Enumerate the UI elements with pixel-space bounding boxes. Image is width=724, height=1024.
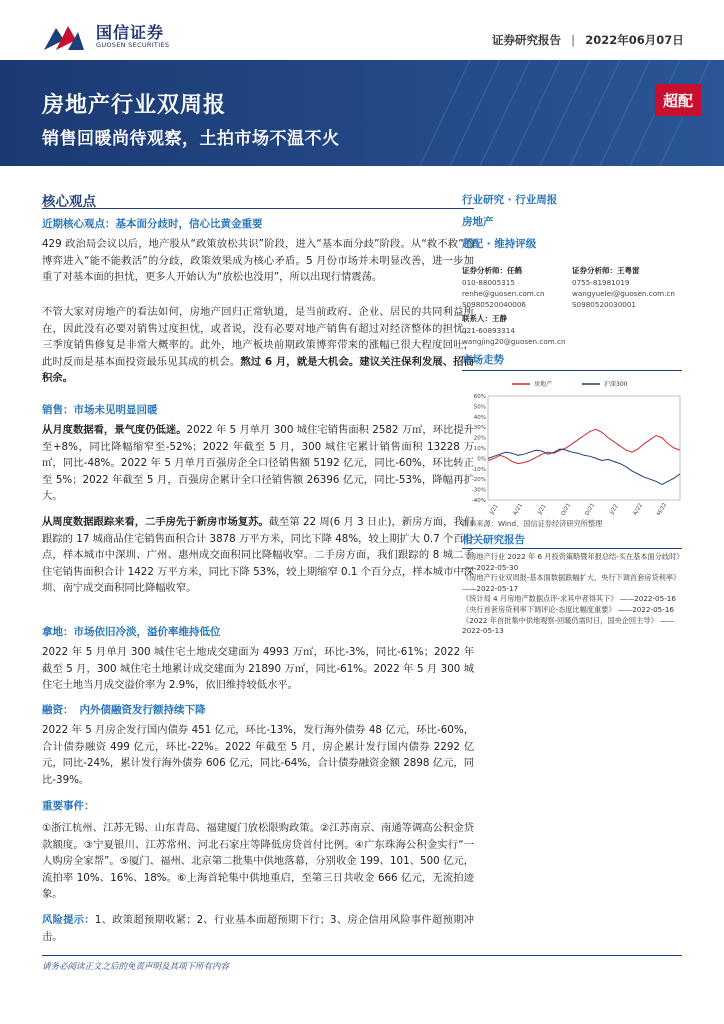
report-header	[492, 32, 684, 48]
x-tick-label: J/21	[489, 503, 500, 516]
y-tick-label: 0%	[477, 456, 486, 463]
x-tick-label: M/22	[656, 502, 669, 517]
paragraph-core-1: 429 政治局会议以后，地产股从“政策放松共识”阶段，进入“基本面分歧”阶段。从“救不救”的博弈进入“能不能救活”的分歧，政策效果成为核心矛盾。5 月份市场并未明显改善，进一步加重了对基本面的担忧，更多人开始认为“放松也没用”，所以出现行情震荡。	[42, 238, 474, 284]
analyst-name: 王粤雷	[617, 266, 640, 275]
contact-card	[462, 306, 662, 347]
paragraph-sales-1	[42, 422, 474, 505]
related-item-date: ——2022-05-16	[617, 604, 674, 614]
y-tick-label: 50%	[473, 404, 486, 411]
guosen-logo-icon	[42, 22, 86, 52]
paragraph-land: 2022 年 5 月单月 300 城住宅土地成交建面为 4993 万㎡，环比-3%，同比-61%；2022 年截至 5 月，300 城住宅土地累计成交建面为 21890 万㎡，同比-61%。2022 年 5 月 300 城住宅土地当月成交溢价率为 2.9%，依旧维持较低水平。	[42, 646, 474, 692]
analyst-label: 证券分析师：	[462, 266, 507, 275]
analyst-phone: 010-88005315	[462, 278, 515, 287]
related-item-title: 《央行首套房贷利率下调评论-态度比幅度重要》	[462, 604, 616, 614]
paragraph-sales-2-text: 截至第 22 周(6 月 3 日止)，新房方面，我们跟踪的 17 城商品住宅销售面积合计 3878 万平方米，同比下降 48%，较上期扩大 0.7 个百分点，样本城市中深圳、广州、惠州成交面积同比降幅收窄。二手房方面，我们跟踪的 8 城二手住宅销售面积合计 1422 万平方米，同比下降 53%，较上期缩窄 0.1 个百分点，样本城市中深圳、南宁成交面积同比降幅收窄。	[42, 516, 475, 595]
y-tick-label: 60%	[473, 394, 486, 400]
core-title: 核心观点	[42, 194, 96, 210]
industry-name: 房地产	[462, 216, 494, 228]
y-tick-label: -30%	[471, 487, 486, 494]
related-research-title: 相关研究报告	[462, 534, 525, 546]
footer-disclaimer[interactable]: 请务必阅读正文之后的免责声明及其项下所有内容	[42, 962, 230, 972]
analyst-license: S0980520030001	[572, 300, 637, 309]
paragraph-sales-2-bold: 从周度数据跟踪来看，二手房先于新房市场复苏。	[42, 516, 269, 528]
related-item-title: 《房地产行业 2022 年 6 月投资策略暨年报总结-买在基本面分歧时》	[462, 552, 684, 561]
x-tick-label: J/22	[609, 503, 620, 516]
paragraph-sales-1-bold: 从月度数据看，景气度仍低迷。	[42, 424, 187, 436]
paragraph-sales-2	[42, 514, 474, 597]
paragraph-core-2	[42, 304, 474, 387]
related-item-date: ——2022-05-16	[619, 594, 676, 604]
related-item[interactable]	[462, 616, 694, 637]
analyst-label: 证券分析师：	[572, 266, 617, 275]
y-tick-label: -40%	[471, 498, 486, 504]
y-tick-label: 10%	[473, 446, 486, 452]
related-divider	[462, 548, 682, 549]
market-trend-title: 市场走势	[462, 354, 504, 366]
analyst-email[interactable]: wangyuelei@guosen.com.cn	[572, 289, 675, 298]
contact-name: 王静	[492, 314, 507, 323]
x-tick-label: O/21	[560, 502, 573, 517]
market-trend-chart	[462, 374, 686, 524]
x-tick-label: D/21	[584, 502, 597, 517]
paragraph-sales-1-text: 2022 年 5 月单月 300 城住宅销售面积 2582 万㎡，环比提升至+8%，同比降幅缩窄至-52%；2022 年截至 5 月，300 城住宅累计销售面积 13228 万㎡，同比-48%。2022 年 5 月单月百强房企全口径销售额 5192 亿元，同比-60%，环比转正至 5%；2022 年截至 5 月，百强房企累计全口径销售额 26396 亿元，同比-53%，降幅再扩大。	[42, 424, 474, 503]
y-tick-label: -10%	[471, 466, 486, 473]
report-date: 2022年06月07日	[585, 33, 684, 47]
related-item-date: ——2022-05-17	[462, 583, 519, 593]
x-tick-label: J/21	[537, 503, 548, 516]
contact-email[interactable]: wangjing20@guosen.com.cn	[462, 337, 566, 346]
contact-label: 联系人：	[462, 314, 492, 323]
paragraph-events: ①浙江杭州、江苏无锡、山东青岛、福建厦门放松限购政策。②江苏南京、南通等调高公积金贷款额度。③宁夏银川、江苏常州、河北石家庄等降低房贷首付比例。④广东珠海公积金实行“一人购房全家帮”。⑤厦门、福州、北京第二批集中供地落幕，分别收金 199、101、500 亿元，流拍率 10%、16%、18%。⑥上海首轮集中供地重启，至第三日共收金 666 亿元，无流拍迹象。	[42, 822, 474, 901]
related-item-date: ——2022-05-13	[462, 615, 675, 636]
rating-line: 超配 · 维持评级	[462, 238, 537, 250]
y-tick-label: 40%	[473, 414, 486, 421]
report-type: 证券研究报告	[492, 33, 561, 47]
analyst-name: 任鹤	[507, 266, 522, 275]
related-item[interactable]	[462, 552, 694, 573]
legend-label: 沪深300	[604, 381, 628, 388]
paragraph-risk	[42, 912, 474, 945]
series-line-csi300	[488, 449, 680, 484]
analyst-card-1	[462, 258, 572, 310]
related-item[interactable]	[462, 605, 694, 616]
section-head-events: 重要事件：	[42, 800, 95, 812]
report-category: 行业研究 · 行业周报	[462, 194, 558, 206]
core-divider	[42, 208, 474, 209]
analyst-card-2	[572, 258, 702, 310]
section-head-core: 近期核心观点：基本面分歧时，信心比黄金重要	[42, 218, 263, 230]
brand-name-en: GUOSEN SECURITIES	[96, 41, 170, 49]
section-head-land: 拿地：市场依旧冷淡，溢价率维持低位	[42, 626, 221, 638]
related-item-date: ——2022-05-30	[462, 562, 519, 572]
related-item-title: 《2022 年首批集中供地观察-回暖仍需时日，国央企回主导》	[462, 615, 658, 625]
analyst-license: S0980520040006	[462, 300, 527, 309]
section-head-finance-label: 融资：	[42, 704, 74, 716]
section-head-sales: 销售：市场未见明显回暖	[42, 404, 158, 416]
related-item[interactable]	[462, 594, 694, 605]
market-divider	[462, 370, 682, 371]
legend-label: 房地产	[534, 381, 553, 388]
brand-name: 国信证券	[96, 23, 165, 42]
y-tick-label: 20%	[473, 435, 486, 442]
risk-label: 风险提示：	[42, 914, 95, 926]
contact-phone: 021-60893314	[462, 326, 515, 335]
chart-frame	[488, 396, 680, 500]
related-item[interactable]	[462, 573, 694, 594]
paragraph-core-2-bold: 熬过 6 月，就是大机会。建议关注保利发展、招商积余。	[42, 355, 474, 385]
series-line-real-estate	[488, 429, 680, 463]
report-subtitle: 销售回暖尚待观察，土拍市场不温不火	[42, 129, 340, 149]
y-tick-label: -20%	[471, 477, 486, 484]
section-head-finance-text: 内外债融资发行额持续下降	[79, 704, 206, 716]
header-separator: |	[571, 33, 576, 47]
footer-divider	[42, 955, 682, 956]
x-tick-label: A/22	[632, 502, 645, 517]
related-item-title: 《统计局 4 月房地产数据点评-求其中者得其下》	[462, 594, 618, 604]
x-tick-label: A/21	[512, 502, 525, 517]
rating-badge: 超配	[655, 84, 701, 116]
paragraph-core-2-text: 不管大家对房地产的看法如何，房地产回归正常轨道，是当前政府、企业、居民的共同利益所在，因此没有必要对销售过度担忧，或者说，没有必要对地产销售有超过对经济整体的担忧，三季度销售修复是非常大概率的。此外，地产板块前期政策博弈带来的涨幅已很大程度回吐，此时反而是基本面投资最乐见其成的机会。	[42, 306, 474, 368]
analyst-email[interactable]: renhe@guosen.com.cn	[462, 289, 545, 298]
related-item-title: 《房地产行业双周报-基本面数据跌幅扩大，央行下调首套房贷利率》	[462, 573, 681, 583]
paragraph-finance: 2022 年 5 月房企发行国内债券 451 亿元，环比-13%，发行海外债券 48 亿元，环比-60%，合计债券融资 499 亿元，环比-22%。2022 年截至 5 月，房企累计发行国内债券 2292 亿元，同比-24%，累计发行海外债券 606 亿元，同比-64%，合计债券融资金额 2898 亿元，同比-39%。	[42, 724, 474, 786]
related-research-list	[462, 552, 694, 637]
analyst-phone: 0755-81981019	[572, 278, 630, 287]
risk-text: 1、政策超预期收紧；2、行业基本面超预期下行；3、房企信用风险事件超预期冲击。	[42, 914, 475, 943]
section-head-finance	[42, 702, 206, 717]
y-tick-label: 30%	[473, 425, 486, 432]
report-title: 房地产行业双周报	[42, 93, 227, 118]
chart-source: 资料来源：Wind、国信证券经济研究所整理	[462, 519, 603, 528]
